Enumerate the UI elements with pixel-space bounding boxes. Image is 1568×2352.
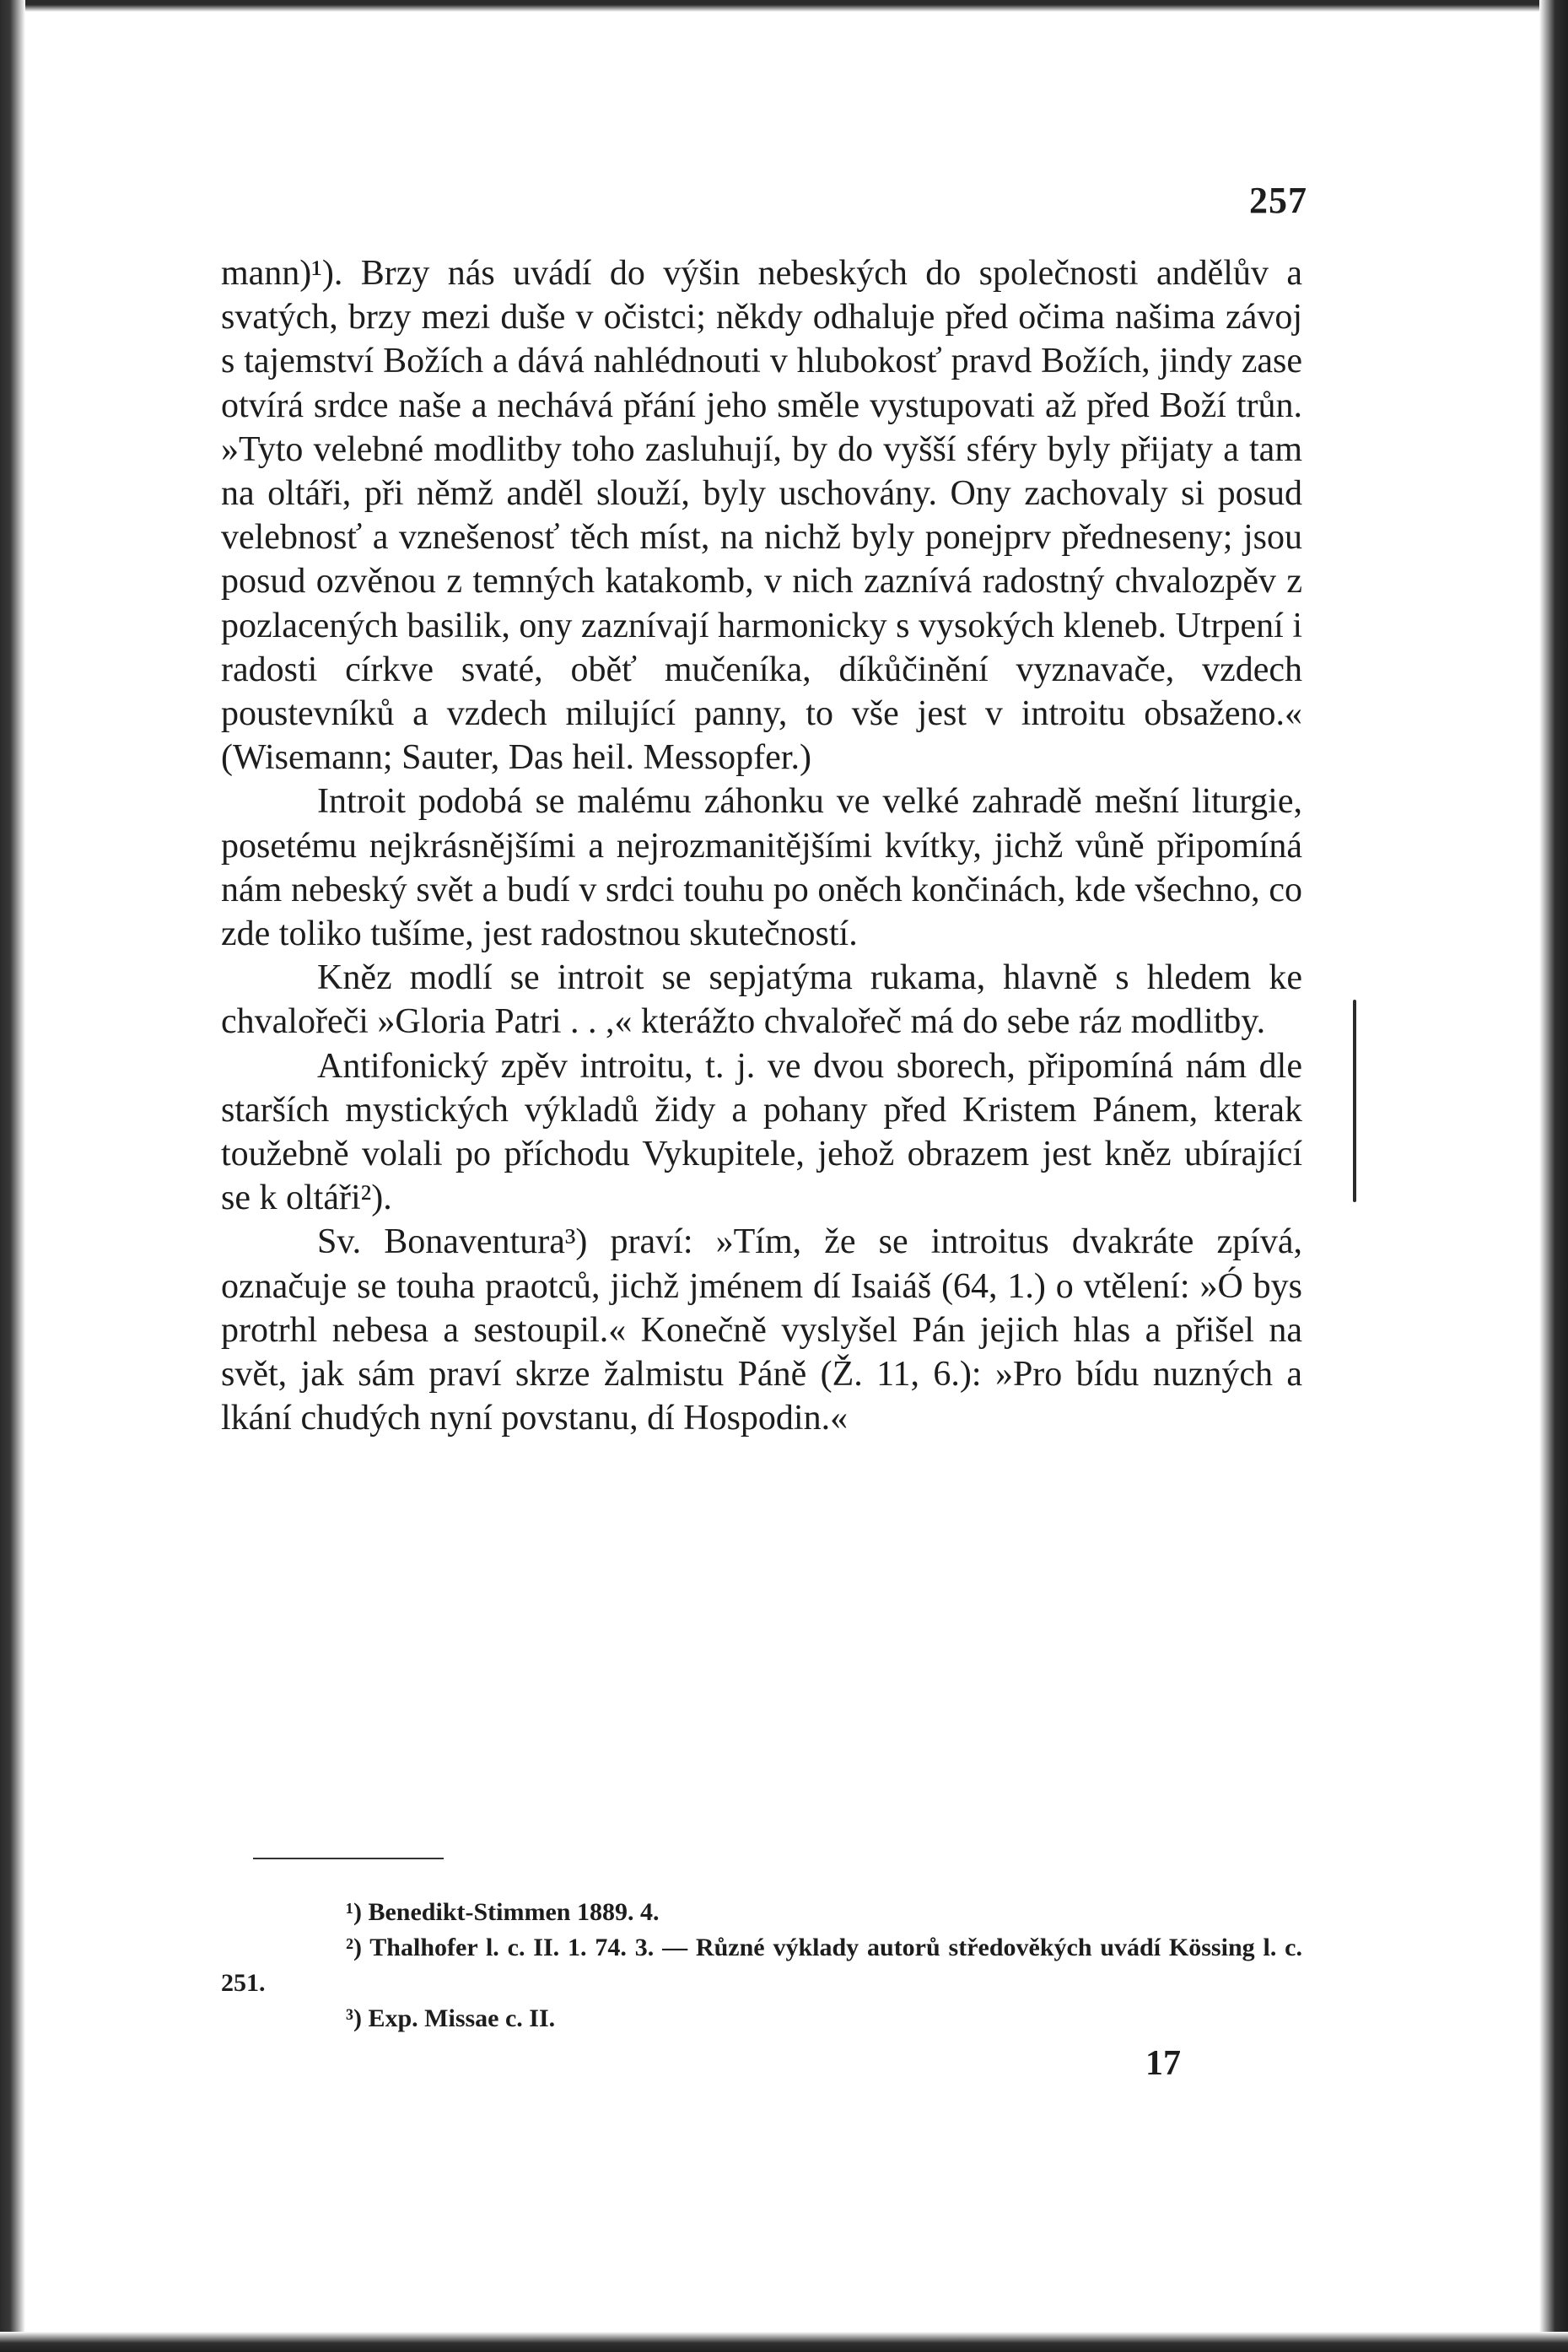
paragraph-2: Introit podobá se malému záhonku ve velké zahradě mešní liturgie, posetému nejkrásnějšími a nejrozmanitějšími kvítky, jichž vůně připomíná nám nebeský svět a budí v srdci touhu po oněch končinách, kde všechno, co zde toliko tušíme, jest radostnou skutečností. xyxy=(221,782,1302,954)
footnote-2: ²) Thalhofer l. c. II. 1. 74. 3. — Různé výklady autorů středověkých uvádí Kössing l. c. 251. xyxy=(221,1934,1302,1997)
page-number: 257 xyxy=(1249,180,1307,221)
paragraph-5: Sv. Bonaventura³) praví: »Tím, že se introitus dvakráte zpívá, označuje se touha praotců, jichž jménem dí Isaiáš (64, 1.) o vtělení: »Ó bys protrhl nebesa a sestoupil.« Konečně vyslyšel Pán jejich hlas a přišel na svět, jak sám praví skrze žalmistu Páně (Ž. 11, 6.): »Pro bídu nuzných a lkání chudých nyní povstanu, dí Hospodin.« xyxy=(221,1222,1302,1438)
footnote-1: ¹) Benedikt-Stimmen 1889. 4. xyxy=(346,1898,660,1926)
paragraph-4: Antifonický zpěv introitu, t. j. ve dvou sborech, připomíná nám dle starších mystických výkladů židy a pohany před Kristem Pánem, kterak toužebně volali po příchodu Vykupitele, jehož obrazem jest kněz ubírající se k oltáři²). xyxy=(221,1046,1302,1218)
scan-edge-top xyxy=(0,0,1568,12)
scan-edge-left xyxy=(0,0,25,2352)
footnotes xyxy=(221,1895,1302,2036)
sheet-signature: 17 xyxy=(1145,2044,1181,2083)
paragraph-3: Kněz modlí se introit se sepjatýma rukama, hlavně s hledem ke chvalořeči »Gloria Patri . . ,« kterážto chvalořeč má do sebe ráz modlitby. xyxy=(221,958,1302,1042)
body-text xyxy=(221,251,1302,1440)
margin-line-mark xyxy=(1353,1000,1356,1202)
scan-edge-bottom xyxy=(0,2332,1568,2352)
footnote-3: ³) Exp. Missae c. II. xyxy=(346,2004,556,2032)
scan-edge-right xyxy=(1539,0,1568,2352)
paragraph-1: mann)¹). Brzy nás uvádí do výšin nebeských do společnosti andělův a svatých, brzy mezi duše v očistci; někdy odhaluje před očima našima závoj s tajemství Božích a dává nahlédnouti v hlubokosť pravd Božích, jindy zase otvírá srdce naše a nechává přání jeho směle vystupovati až před Boží trůn. »Tyto velebné modlitby toho zasluhují, by do vyšší sféry byly přijaty a tam na oltáři, při němž anděl slouží, byly uschovány. Ony zachovaly si posud velebnosť a vznešenosť těch míst, na nichž byly ponejprv předneseny; jsou posud ozvěnou z temných katakomb, v nich zaznívá radostný chvalozpěv z pozlacených basilik, ony zaznívají harmonicky s vysokých kleneb. Utrpení i radosti církve svaté, oběť mučeníka, díkůčinění vyznavače, vzdech poustevníků a vzdech milující panny, to vše jest v introitu obsaženo.« (Wisemann; Sauter, Das heil. Messopfer.) xyxy=(221,254,1302,778)
footnote-separator xyxy=(253,1858,444,1859)
